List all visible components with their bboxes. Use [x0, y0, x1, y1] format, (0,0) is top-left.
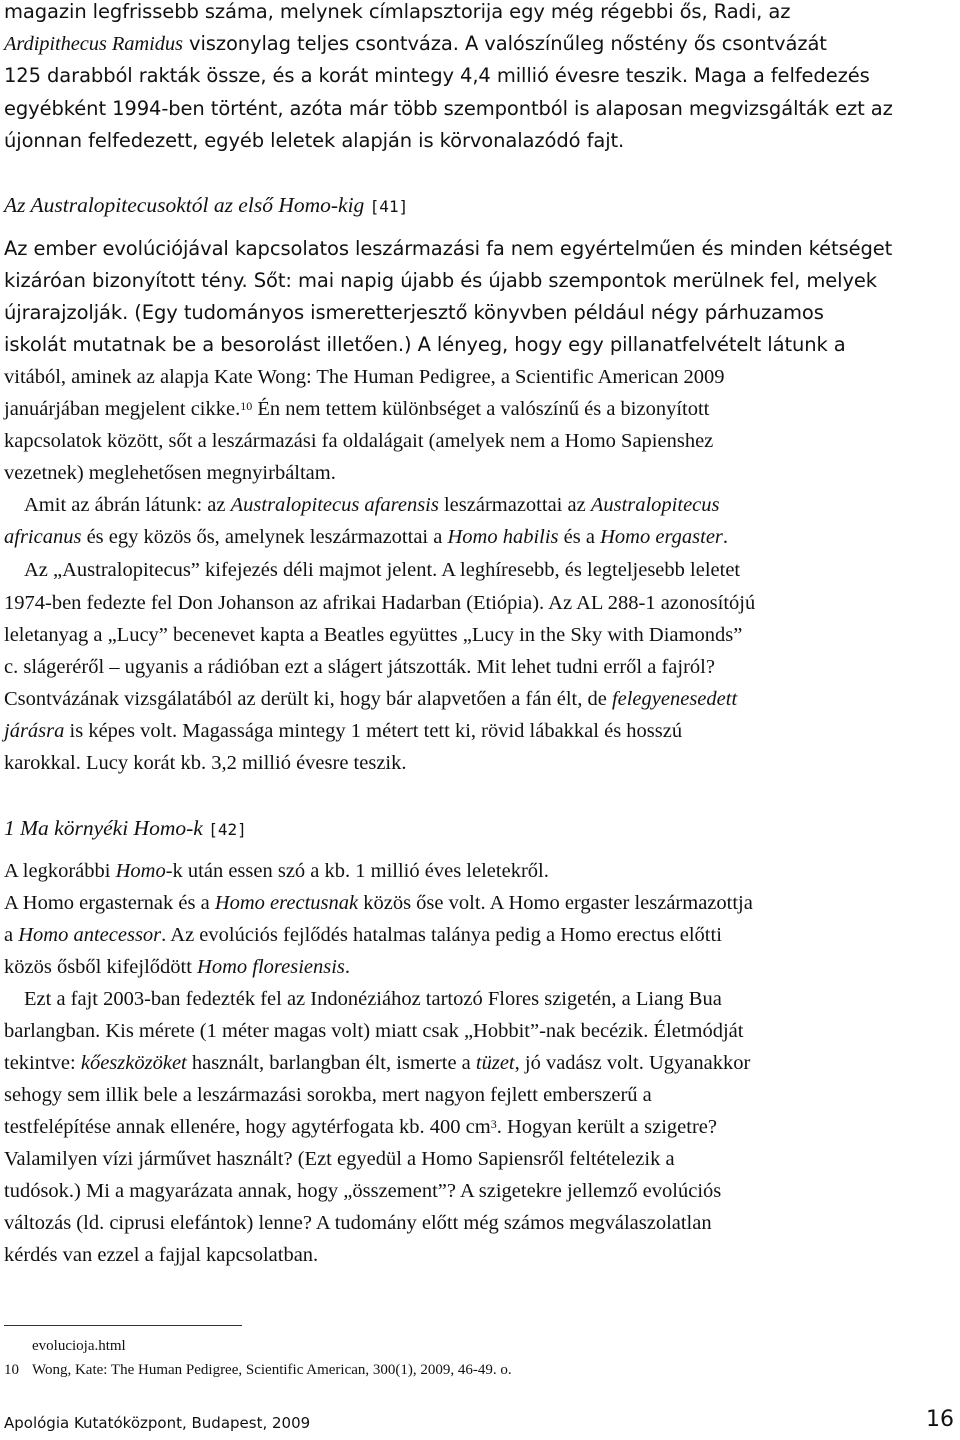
- s1-line-4: iskolát mutatnak be a besorolást illetően.) A lényeg, hogy egy pillanatfelvételt látunk a: [4, 333, 846, 356]
- s1-line-15: [4, 684, 737, 715]
- intro-line-1: magazin legfrissebb száma, melynek címlapsztorija egy még régebbi ős, Radi, az: [4, 0, 791, 23]
- s1-line-10: [4, 522, 728, 553]
- s1-line-16: [4, 716, 682, 747]
- footer-publisher: Apológia Kutatóközpont, Budapest, 2009: [4, 1414, 311, 1432]
- s2-line-13: kérdés van ezzel a fajjal kapcsolatban.: [4, 1244, 319, 1266]
- s2-line-3a: a: [4, 924, 19, 946]
- s1-line-1: Az ember evolúciójával kapcsolatos leszármazási fa nem egyértelműen és minden kétséget: [4, 237, 893, 260]
- s1-line-10a: africanus: [4, 526, 82, 548]
- s2-line-1b: Homo: [115, 860, 166, 882]
- s1-line-11: Az „Australopitecus” kifejezés déli majmot jelent. A leghíresebb, és legteljesebb leletet: [24, 559, 741, 581]
- footnote-ref-10[interactable]: 10: [240, 399, 253, 413]
- s1-line-16b: is képes volt. Magassága mintegy 1 métert tett ki, rövid lábakkal és hosszú: [64, 720, 683, 742]
- s1-line-10b: és egy közös ős, amelynek leszármazottai a: [81, 526, 448, 548]
- footnote-number: 10: [4, 1362, 19, 1378]
- s1-line-7: kapcsolatok között, sőt a leszármazási fa oldalágait (amelyek nem a Homo Sapienshez: [4, 430, 714, 452]
- section-heading-text: Az Australopitecusoktól az első Homo-kig: [4, 193, 365, 217]
- s2-line-4c: .: [344, 956, 351, 978]
- s1-line-6a: januárjában megjelent cikke.: [4, 398, 241, 420]
- s2-line-7e: , jó vadász volt. Ugyanakkor: [514, 1052, 751, 1074]
- s1-line-15a: Csontvázának vizsgálatából az derült ki, hogy bár alapvetően a fán élt, de: [4, 688, 612, 710]
- s1-line-9d: Australopitecus: [590, 494, 720, 516]
- footnote-continuation[interactable]: evolucioja.html: [32, 1338, 126, 1354]
- s2-line-5: Ezt a fajt 2003-ban fedezték fel az Indonéziához tartozó Flores szigetén, a Liang Bua: [24, 988, 722, 1010]
- species-name: Ardipithecus Ramidus: [4, 33, 183, 55]
- page-number: 16: [926, 1407, 954, 1432]
- section-heading-ref: [41]: [369, 197, 409, 216]
- s2-line-8: sehogy sem illik bele a leszármazási sorokba, mert nagyon fejlett emberszerű a: [4, 1084, 652, 1106]
- intro-line-2-text: viszonylag teljes csontváza. A valószínűleg nőstény ős csontvázát: [189, 32, 827, 55]
- s1-line-14: c. slágeréről – ugyanis a rádióban ezt a slágert játszották. Mit lehet tudni erről a fajról?: [4, 656, 715, 678]
- superscript-3: 3: [490, 1117, 497, 1131]
- s2-line-7a: tekintve:: [4, 1052, 81, 1074]
- s2-line-3b: Homo antecessor: [18, 924, 162, 946]
- s2-line-4: [4, 952, 350, 983]
- s2-line-7d: tüzet: [475, 1052, 515, 1074]
- s1-line-8: vezetnek) meglehetősen megnyirbáltam.: [4, 462, 336, 484]
- s1-line-10d: és a: [558, 526, 601, 548]
- intro-line-2: [4, 28, 827, 60]
- intro-line-4: egyébként 1994-ben történt, azóta már több szempontból is alaposan megvizsgálták ezt az: [4, 97, 893, 120]
- footnote-text: Wong, Kate: The Human Pedigree, Scientific American, 300(1), 2009, 46-49. o.: [32, 1362, 512, 1378]
- s1-line-2: kizáróan bizonyított tény. Sőt: mai napig újabb és újabb szempontok merülnek fel, melyek: [4, 269, 877, 292]
- s2-line-6: barlangban. Kis mérete (1 méter magas volt) miatt csak „Hobbit”-nak becézik. Életmódját: [4, 1020, 744, 1042]
- s2-line-7: [4, 1048, 750, 1079]
- s1-line-12: 1974-ben fedezte fel Don Johanson az afrikai Hadarban (Etiópia). Az AL 288-1 azonosítójú: [4, 592, 756, 614]
- s2-line-10: Valamilyen vízi járművet használt? (Ezt egyedül a Homo Sapiensről feltételezik a: [4, 1148, 675, 1170]
- s2-line-9: [4, 1112, 717, 1143]
- s1-line-9b: Australopitecus afarensis: [230, 494, 439, 516]
- s1-line-10c: Homo habilis: [447, 526, 559, 548]
- s2-line-4a: közös ősből kifejlődött: [4, 956, 198, 978]
- s2-line-9a: testfelépítése annak ellenére, hogy agytérfogata kb. 400 cm: [4, 1116, 491, 1138]
- s2-line-7c: használt, barlangban élt, ismerte a: [186, 1052, 476, 1074]
- s1-line-13: leletanyag a „Lucy” becenevet kapta a Beatles együttes „Lucy in the Sky with Diamonds”: [4, 624, 743, 646]
- s1-line-9c: leszármazottai az: [438, 494, 591, 516]
- s2-line-12: változás (ld. ciprusi elefántok) lenne? A tudomány előtt még számos megválaszolatlan: [4, 1212, 712, 1234]
- s2-line-9b: . Hogyan került a szigetre?: [496, 1116, 717, 1138]
- s1-line-17: karokkal. Lucy korát kb. 3,2 millió évesre teszik.: [4, 752, 407, 774]
- s2-line-2a: A Homo ergasternak és a: [4, 892, 215, 914]
- s1-line-9: [24, 490, 720, 521]
- s2-line-2: [4, 888, 753, 919]
- s2-line-2c: közös őse volt. A Homo ergaster leszármazottja: [358, 892, 753, 914]
- s2-line-11: tudósok.) Mi a magyarázata annak, hogy „összement”? A szigetekre jellemző evolúciós: [4, 1180, 722, 1202]
- subsection-number: 1: [4, 816, 15, 840]
- s2-line-1: [4, 856, 549, 887]
- footnote-separator: [4, 1325, 242, 1326]
- s2-line-4b: Homo floresiensis: [197, 956, 345, 978]
- s1-line-10f: .: [722, 526, 729, 548]
- s1-line-9a: Amit az ábrán látunk: az: [24, 494, 231, 516]
- s2-line-7b: kőeszközöket: [80, 1052, 187, 1074]
- s1-line-6b: Én nem tettem különbséget a valószínű és a bizonyított: [252, 398, 710, 420]
- subsection-heading-text: Ma környéki Homo-k: [20, 816, 203, 840]
- subsection-heading: [4, 813, 247, 845]
- s1-line-5: vitából, aminek az alapja Kate Wong: The Human Pedigree, a Scientific American 2009: [4, 366, 725, 388]
- s2-line-3c: . Az evolúciós fejlődés hatalmas talánya pedig a Homo erectus előtti: [161, 924, 722, 946]
- s2-line-2b: Homo erectusnak: [214, 892, 359, 914]
- s1-line-15b: felegyenesedett: [611, 688, 738, 710]
- s1-line-3: újrarajzolják. (Egy tudományos ismeretterjesztő könyvben például négy párhuzamos: [4, 301, 824, 324]
- subsection-heading-ref: [42]: [208, 820, 247, 839]
- s2-line-1a: A legkorábbi: [4, 860, 116, 882]
- s2-line-1c: -k után essen szó a kb. 1 millió éves leletekről.: [165, 860, 549, 882]
- intro-line-3: 125 darabból rakták össze, és a korát mintegy 4,4 millió évesre teszik. Maga a felfedezés: [4, 64, 870, 87]
- section-heading: [4, 190, 408, 222]
- s1-line-16a: járásra: [4, 720, 65, 742]
- intro-line-5: újonnan felfedezett, egyéb leletek alapján is körvonalazódó fajt.: [4, 129, 625, 152]
- s1-line-10e: Homo ergaster: [600, 526, 723, 548]
- s1-line-6: [4, 394, 709, 425]
- s2-line-3: [4, 920, 722, 951]
